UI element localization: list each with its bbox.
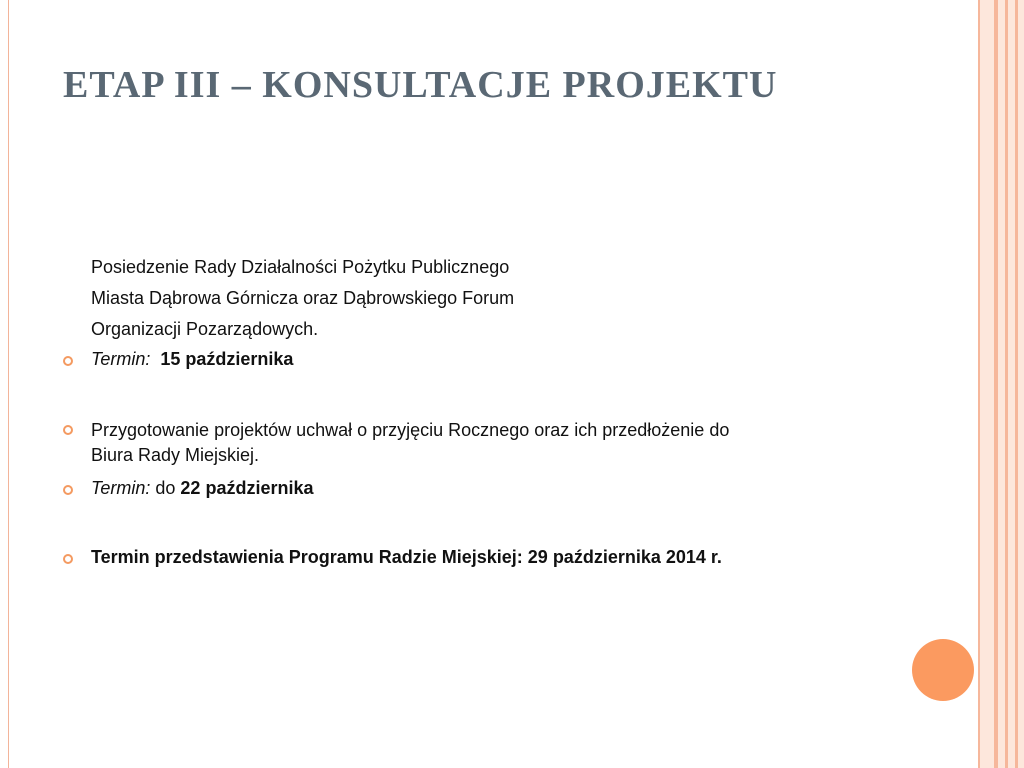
intro-line: Organizacji Pozarządowych.: [91, 319, 319, 339]
orange-ring-bullet-icon: [63, 425, 73, 435]
intro-line: Miasta Dąbrowa Górnicza oraz Dąbrowskiego Forum: [91, 288, 515, 308]
bullet-text: [91, 347, 293, 372]
bullet-line: Przygotowanie projektów uchwał o przyjęciu Rocznego oraz ich przedłożenie do: [91, 420, 730, 440]
program-deadline-text: Termin przedstawienia Programu Radzie Miejskiej: 29 października 2014 r.: [91, 547, 722, 567]
intro-line: Posiedzenie Rady Działalności Pożytku Publicznego: [91, 257, 510, 277]
termin-label: Termin:: [91, 349, 151, 369]
bullet-text: [91, 476, 313, 501]
termin-connector: do: [155, 478, 176, 498]
intro-paragraph: [91, 252, 514, 345]
right-stripe-2: [994, 0, 998, 768]
slide-title: ETAP III – KONSULTACJE PROJEKTU: [63, 64, 778, 106]
bullet-line: Biura Rady Miejskiej.: [91, 445, 260, 465]
right-stripe-4: [1015, 0, 1018, 768]
orange-ring-bullet-icon: [63, 356, 73, 366]
orange-ring-bullet-icon: [63, 485, 73, 495]
termin-date: 15 października: [160, 349, 294, 369]
orange-ring-bullet-icon: [63, 554, 73, 564]
right-stripe-1: [978, 0, 980, 768]
termin-date: 22 października: [180, 478, 314, 498]
left-frame-line: [8, 0, 9, 768]
right-stripe-3: [1005, 0, 1008, 768]
orange-circle-decoration: [912, 639, 974, 701]
bullet-text: [91, 418, 729, 468]
termin-label: Termin:: [91, 478, 151, 498]
